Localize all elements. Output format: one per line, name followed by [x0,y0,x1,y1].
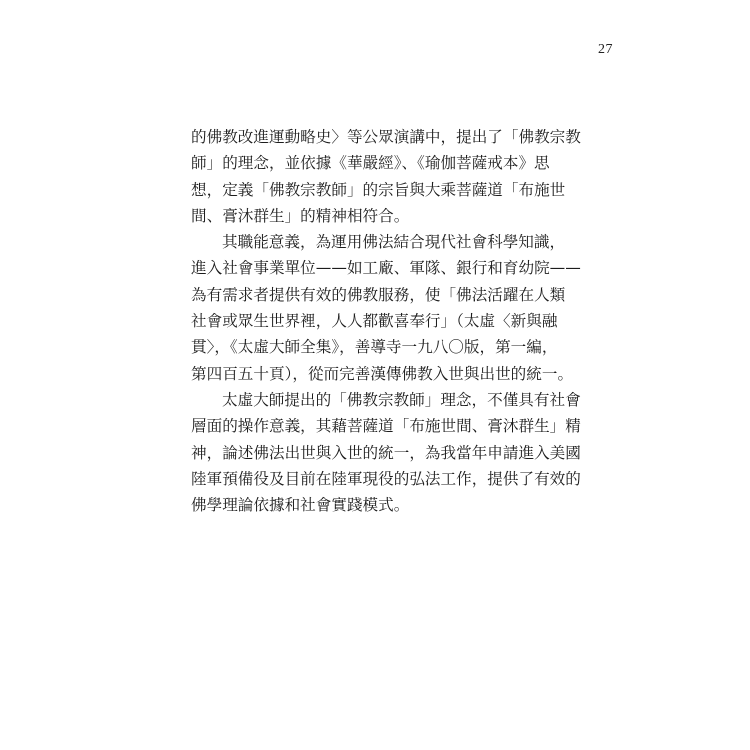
text-line: 貫〉，《太虛大師全集》，善導寺一九八〇版，第一編， [191,338,558,357]
text-line: 師」的理念，並依據《華嚴經》、《瑜伽菩薩戒本》思 [191,154,550,173]
text-line: 層面的操作意義，其藉菩薩道「布施世間、膏沐群生」精 [191,417,581,436]
paragraph [191,124,591,229]
page-number: 27 [598,42,613,57]
paragraph [191,229,591,387]
text-line: 第四百五十頁），從而完善漢傳佛教入世與出世的統一。 [191,364,574,383]
text-line: 社會或眾生世界裡，人人都歡喜奉行」（太虛〈新與融 [191,312,558,331]
paragraph [191,387,591,518]
text-line: 其職能意義，為運用佛法結合現代社會科學知識， [222,233,566,252]
text-line: 為有需求者提供有效的佛教服務，使「佛法活躍在人類 [191,285,566,304]
text-line: 太虛大師提出的「佛教宗教師」理念，不僅具有社會 [222,390,581,409]
text-line: 佛學理論依據和社會實踐模式。 [191,496,410,515]
text-line: 的佛教改進運動略史〉等公眾演講中，提出了「佛教宗教 [191,128,581,146]
text-line: 想，定義「佛教宗教師」的宗旨與大乘菩薩道「布施世 [191,180,566,199]
text-line: 間、膏沐群生」的精神相符合。 [191,206,410,225]
body-text [191,124,591,518]
text-line: 神，論述佛法出世與入世的統一，為我當年申請進入美國 [191,443,581,462]
text-line: 進入社會事業單位——如工廠、軍隊、銀行和育幼院—— [191,259,581,278]
text-line: 陸軍預備役及目前在陸軍現役的弘法工作，提供了有效的 [191,469,581,488]
